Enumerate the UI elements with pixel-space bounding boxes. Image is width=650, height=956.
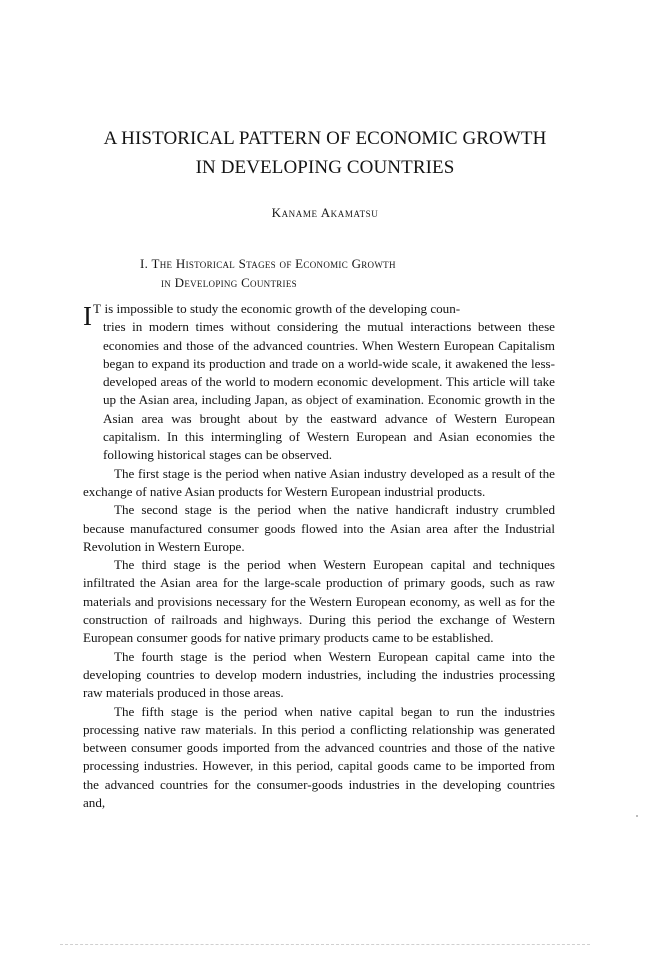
scan-speck [636, 815, 638, 817]
scan-bottom-rule [60, 944, 590, 945]
article-title-line-2: IN DEVELOPING COUNTRIES [195, 157, 455, 178]
drop-cap-continuation: T [93, 301, 102, 316]
drop-cap: I [83, 301, 92, 331]
paragraph-2: The first stage is the period when native Asian industry developed as a result of the exchange of native Asian products for Western European industrial products. [83, 465, 555, 499]
article-title-line-1: A HISTORICAL PATTERN OF ECONOMIC GROWTH [103, 128, 547, 149]
paragraph-4: The third stage is the period when Western European capital and techniques infiltrated the Asian area for the large-scale production of primary goods, such as raw materials and provisions necessary for the Western European economy, as well as for the construction of railroads and highways. During this period the exchange of Western European consumer goods for native primary products came to be established. [83, 557, 555, 646]
paragraph-1 [83, 300, 555, 465]
paragraph-1-text: tries in modern times without considering the mutual interactions between these economies and those of the advanced countries. When Western European Capitalism began to expand its production and trade on a world-wide scale, it awakened the less-developed areas of the world to modern economic development. This article will take up the Asian area, including Japan, as object of examination. Economic growth in the Asian area was brought about by the eastward advance of Western European capitalism. In this intermingling of Western European and Asian economies the following historical stages can be observed. [103, 319, 555, 463]
article-title [40, 124, 610, 182]
author-name: Kaname Akamatsu [271, 205, 379, 220]
paragraph-5: The fourth stage is the period when Western European capital came into the developing countries to develop modern industries, including the industries processing raw materials produced in those areas. [83, 648, 555, 701]
section-heading-line-1: I. The Historical Stages of Economic Growth [140, 256, 396, 271]
body-text [83, 300, 555, 812]
paragraph-1-first-line: is impossible to study the economic growth of the developing coun- [101, 301, 461, 316]
section-heading [140, 254, 520, 292]
paragraph-3: The second stage is the period when the native handicraft industry crumbled because manufactured consumer goods flowed into the Asian area after the Industrial Revolution in Western Europe. [83, 502, 555, 554]
paragraph-6: The fifth stage is the period when native capital began to run the industries processing native raw materials. In this period a conflicting relationship was generated between consumer goods imported from the advanced countries and those of the native processing industries. However, in this period, capital goods came to be imported from the advanced countries for the consumer-goods industries in the developing countries and, [83, 703, 555, 811]
section-heading-line-2: in Developing Countries [161, 275, 297, 290]
